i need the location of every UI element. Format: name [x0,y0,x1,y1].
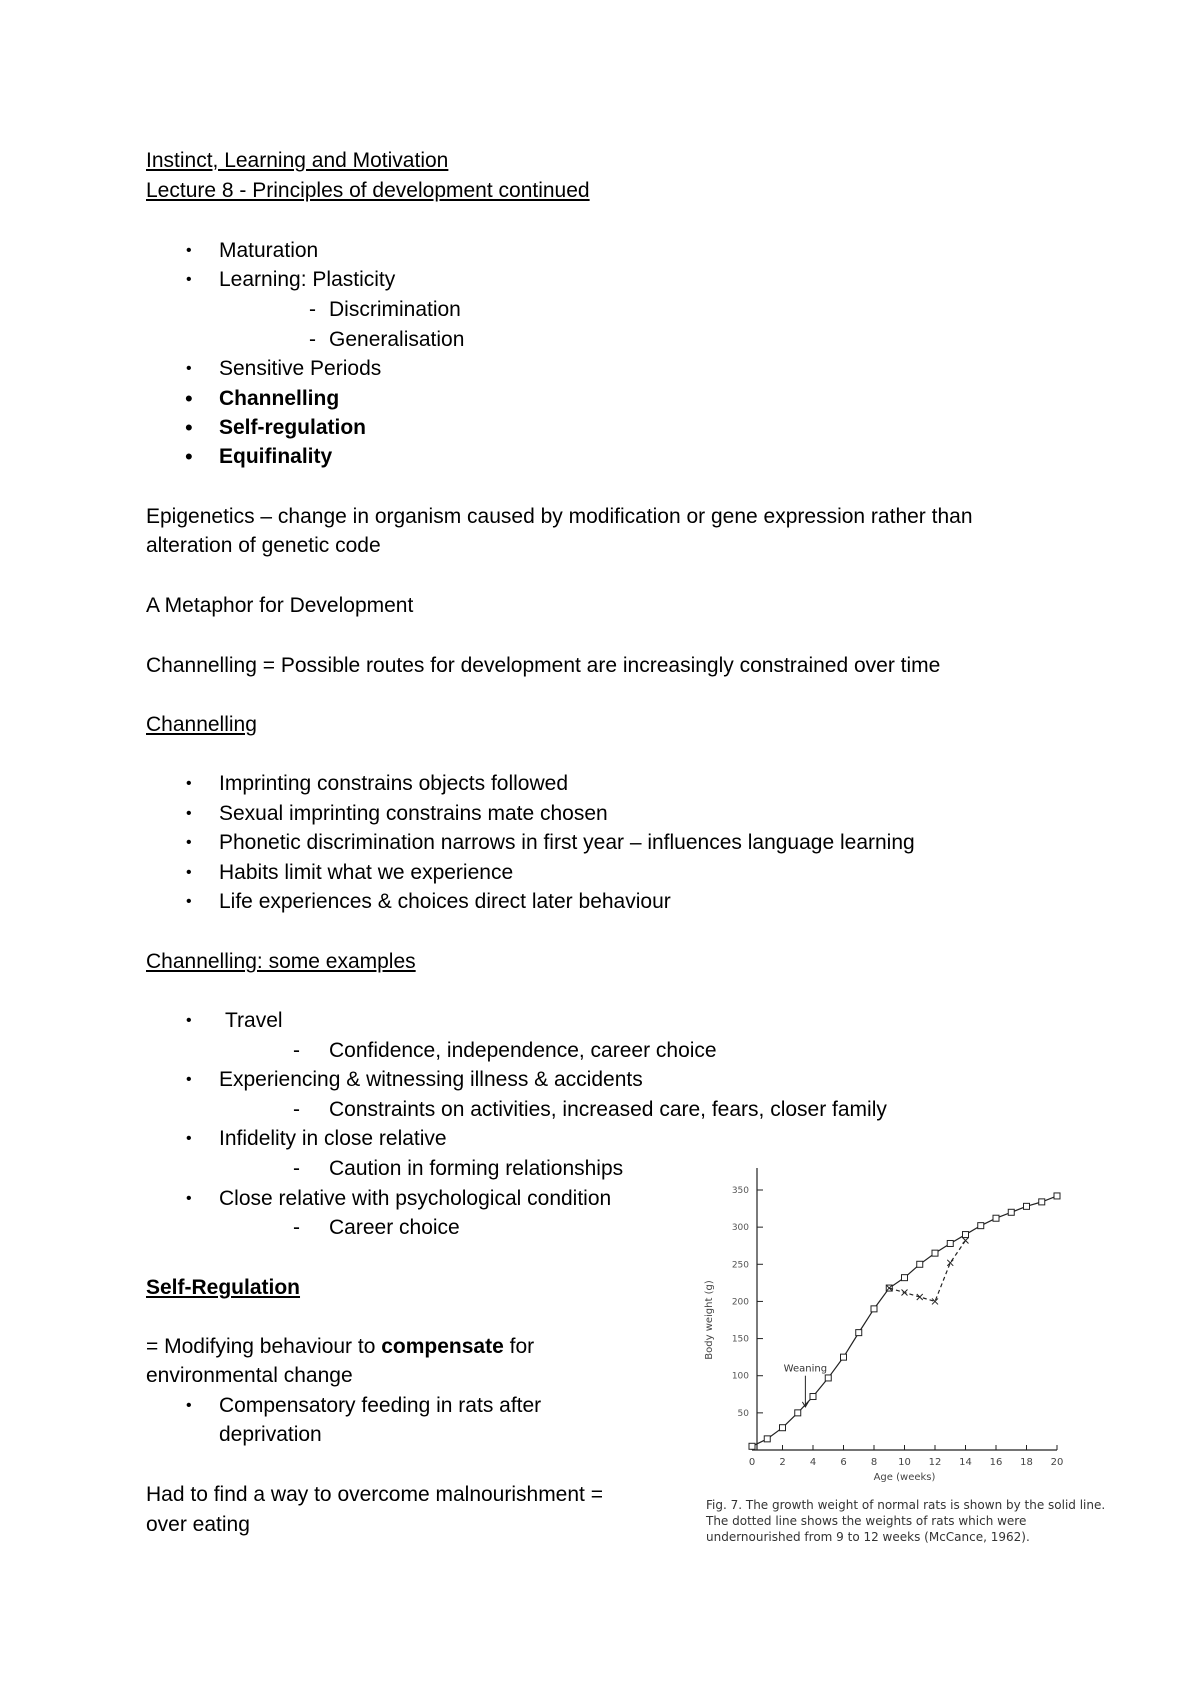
bullet-icon: • [185,444,193,469]
example-item: Travel [225,1009,283,1032]
x-axis-label: Age (weeks) [873,1472,936,1483]
topic-subitem: Discrimination [329,298,461,321]
x-tick-label: 10 [898,1457,911,1468]
data-point [902,1275,908,1281]
y-tick-label: 300 [731,1223,749,1234]
dash-icon: - [293,1039,300,1062]
data-point [764,1436,770,1442]
self-regulation-item-line2: deprivation [219,1423,322,1446]
data-point [856,1330,862,1336]
definition-keyword: compensate [381,1335,504,1358]
example-subitem: Career choice [329,1216,460,1239]
y-tick-label: 200 [731,1297,749,1308]
channelling-item: Life experiences & choices direct later behaviour [219,890,671,913]
weaning-label: Weaning [783,1363,828,1375]
data-point [917,1261,923,1267]
dash-icon: - [309,298,316,321]
bullet-icon: • [186,1397,192,1414]
data-point [947,1240,953,1246]
data-point [947,1260,953,1266]
data-point [825,1375,831,1381]
x-tick-label: 12 [928,1457,942,1468]
self-regulation-item: Compensatory feeding in rats after [219,1394,542,1417]
data-point [795,1410,801,1416]
data-point [932,1250,938,1256]
bullet-icon: • [186,864,192,881]
y-tick-label: 150 [731,1334,749,1345]
data-point [871,1306,877,1312]
conclusion-line: over eating [146,1513,250,1536]
channelling-item: Habits limit what we experience [219,861,514,884]
conclusion-line: Had to find a way to overcome malnourishment = [146,1483,603,1506]
lecture-title: Lecture 8 - Principles of development continued [146,179,590,202]
example-item: Experiencing & witnessing illness & accidents [219,1068,643,1091]
figure-caption: Fig. 7. The growth weight of normal rats is shown by the solid line. The dotted line shows the weights of rats which were undernourished from 9 to 12 weeks (McCance, 1962). [706,1498,1106,1544]
data-point [993,1215,999,1221]
y-tick-label: 250 [731,1260,749,1271]
data-point [1039,1199,1045,1205]
channelling-item: Imprinting constrains objects followed [219,772,569,795]
example-item: Close relative with psychological condition [219,1187,612,1210]
data-point [749,1443,755,1449]
document-title: Instinct, Learning and Motivation [146,149,449,172]
x-tick-label: 6 [840,1457,847,1468]
data-point [1024,1203,1030,1209]
topic-item: Equifinality [219,445,333,468]
example-item: Infidelity in close relative [219,1127,447,1150]
series-line-0 [752,1196,1057,1446]
x-tick-label: 4 [809,1457,817,1468]
data-point [780,1425,786,1431]
metaphor-heading: A Metaphor for Development [146,594,414,617]
data-point [810,1394,816,1400]
self-regulation-heading: Self-Regulation [146,1276,301,1299]
example-subitem: Constraints on activities, increased care, fears, closer family [329,1098,887,1121]
bullet-icon: • [186,360,192,377]
x-tick-label: 0 [748,1457,756,1468]
bullet-icon: • [186,1071,192,1088]
channelling-item: Sexual imprinting constrains mate chosen [219,802,608,825]
x-tick-label: 8 [870,1457,878,1468]
topic-item: Learning: Plasticity [219,268,396,291]
epigenetics-line: alteration of genetic code [146,534,381,557]
x-tick-label: 14 [959,1457,972,1468]
epigenetics-line: Epigenetics – change in organism caused by modification or gene expression rather than [146,505,973,528]
topic-item: Self-regulation [219,416,367,439]
examples-heading: Channelling: some examples [146,950,416,973]
channelling-heading: Channelling [146,713,257,736]
growth-chart [700,1160,1100,1490]
example-subitem: Caution in forming relationships [329,1157,624,1180]
dash-icon: - [293,1098,300,1121]
bullet-icon: • [186,805,192,822]
x-tick-label: 18 [1020,1457,1033,1468]
data-point [1054,1193,1060,1199]
topic-item: Sensitive Periods [219,357,382,380]
dash-icon: - [293,1157,300,1180]
definition-suffix: for [503,1335,535,1358]
topic-subitem: Generalisation [329,328,465,351]
bullet-icon: • [186,893,192,910]
data-point [963,1238,969,1244]
data-point [1008,1209,1014,1215]
self-regulation-definition [146,1334,534,1360]
dash-icon: - [293,1216,300,1239]
self-regulation-definition-line2: environmental change [146,1364,353,1387]
bullet-icon: • [185,386,193,411]
channelling-item: Phonetic discrimination narrows in first year – influences language learning [219,831,915,854]
y-tick-label: 50 [737,1408,749,1419]
bullet-icon: • [186,834,192,851]
bullet-icon: • [185,415,193,440]
y-tick-label: 350 [731,1186,749,1196]
data-point [841,1354,847,1360]
data-point [978,1223,984,1229]
y-axis-label: Body weight (g) [704,1280,715,1360]
y-tick-label: 100 [731,1371,749,1382]
x-tick-label: 20 [1050,1457,1064,1468]
bullet-icon: • [186,242,192,259]
data-point [963,1232,969,1238]
bullet-icon: • [186,1190,192,1207]
bullet-icon: • [186,775,192,792]
example-subitem: Confidence, independence, career choice [329,1039,717,1062]
dash-icon: - [309,328,316,351]
bullet-icon: • [186,271,192,288]
channelling-definition: Channelling = Possible routes for development are increasingly constrained over time [146,654,941,677]
x-tick-label: 2 [779,1457,786,1468]
bullet-icon: • [186,1130,192,1147]
series-line-1 [889,1241,965,1302]
topic-item: Channelling [219,387,340,410]
topic-item: Maturation [219,239,319,262]
x-tick-label: 16 [989,1457,1003,1468]
bullet-icon: • [186,1012,192,1029]
definition-prefix: = Modifying behaviour to [146,1335,382,1358]
